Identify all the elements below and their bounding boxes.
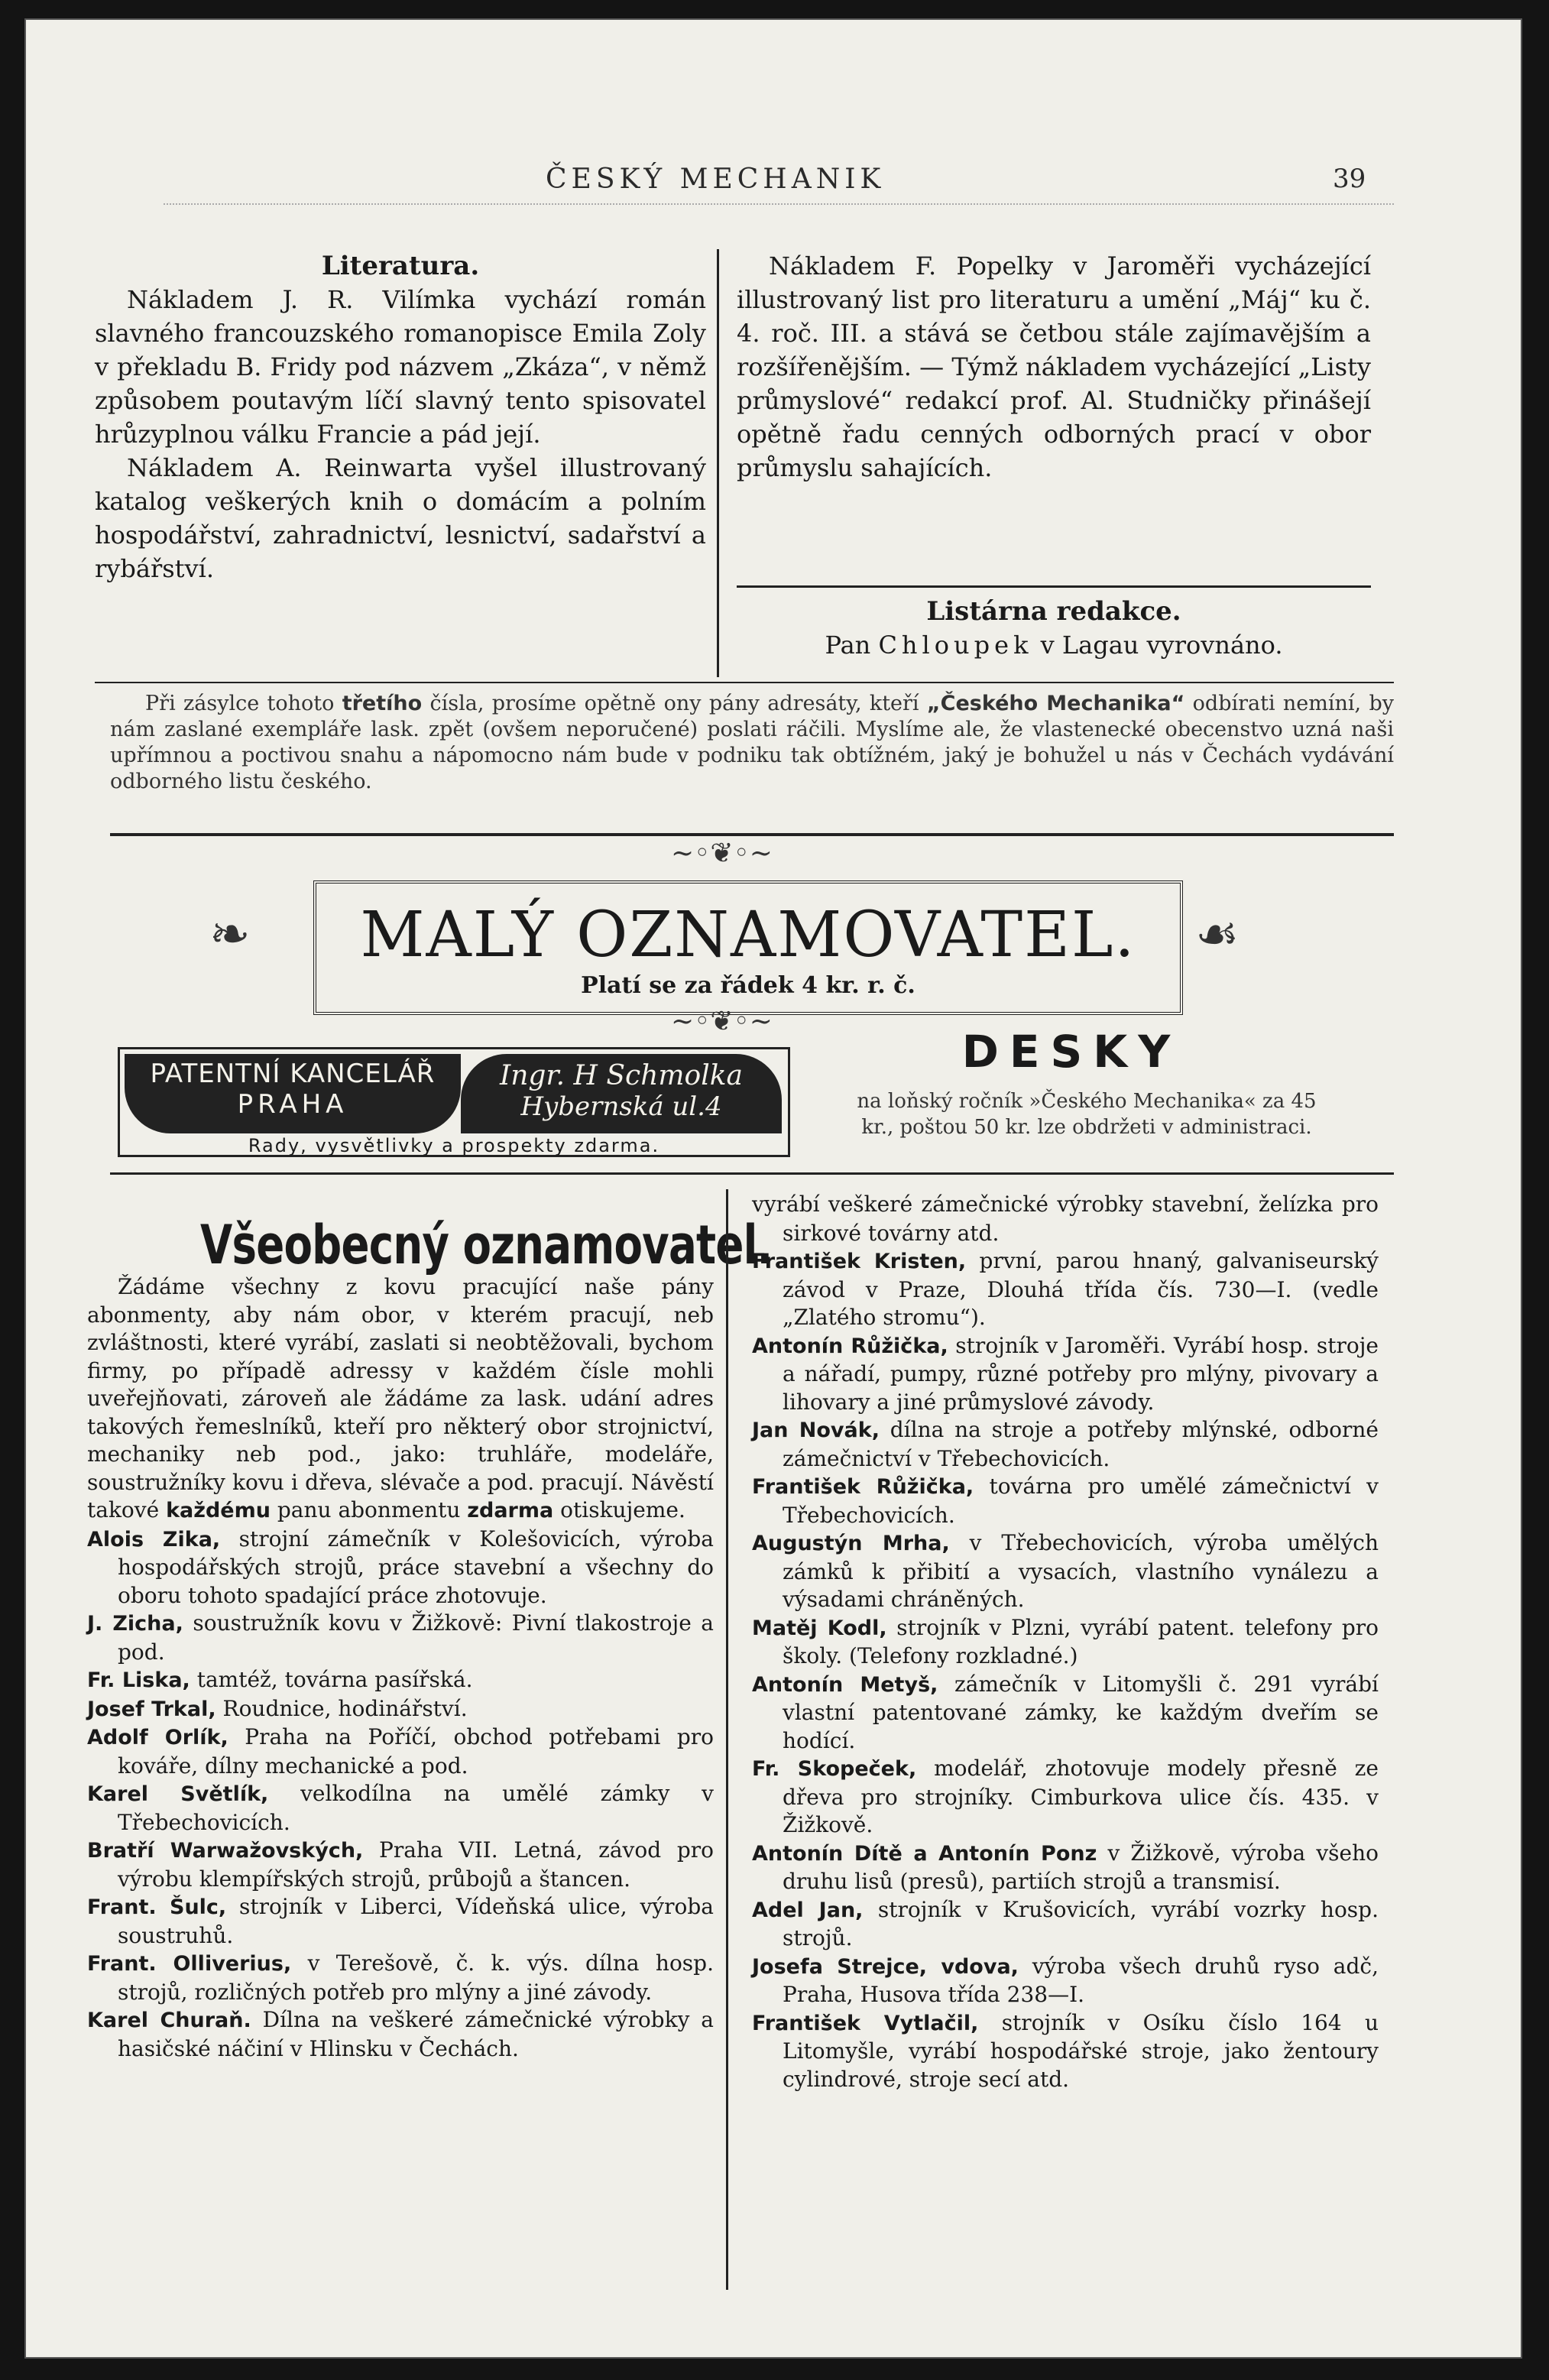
listings-left [87, 1526, 714, 2064]
listing-text: Praha VII. Letná, závod pro výrobu klempířských strojů, průbojů a štancen. [118, 1837, 714, 1892]
listing-text: modelář, zhotovuje modely přesně ze dřeva pro strojníky. Cimburkova ulice čís. 435. v Žižkově. [783, 1756, 1379, 1837]
listing-text: továrna pro umělé zámečnictví v Třebechovicích. [783, 1474, 1379, 1528]
subscriber-notice: Při zásylce tohoto třetího čísla, prosíme opětně ony pány adresáty, kteří „Českého Mechanika“ odbírati nemíní, by nám zaslané exempláře lask. zpět (ovšem neporučené) poslati ráčili. Myslíme ale, že vlastenecké obecenstvo uzná naši upřímnou a poctivou snahu a nápomocno nám bude v podniku tak obtížném, jaký je bohužel u nás v Čechách vydávání odborného listu českého. [110, 692, 1394, 793]
listing-text: strojník v Krušovicích, vyrábí vozrky hosp. strojů. [783, 1896, 1379, 1950]
listing-name: Adel Jan, [752, 1898, 864, 1922]
listing-text: v Třebechovicích, výroba umělých zámků k přibití a vysacích, vlastního vynálezu a výsadami chráněných. [783, 1530, 1379, 1612]
listing-name: František Kristen, [752, 1250, 967, 1273]
listarna-text: Pan Chloupek v Lagau vyrovnáno. [825, 631, 1283, 660]
section-rule [95, 682, 1394, 683]
listing-text: zámečník v Litomyšli č. 291 vyrábí vlastní patentované zámky, ke každým dveřím se hodící. [783, 1671, 1379, 1753]
vseobecny-oznamovatel-title: Všeobecný oznamovatel. [200, 1214, 773, 1276]
listing-name: Fr. Skopeček, [752, 1757, 917, 1781]
listing-text: vyrábí veškeré zámečnické výrobky stavební, želízka pro sirkové továrny atd. [752, 1192, 1379, 1246]
listing-name: Frant. Šulc, [87, 1895, 227, 1919]
literatura-heading: Literatura. [321, 251, 480, 281]
patent-office-label: PATENTNÍ KANCELÁŘ PRAHA [125, 1054, 461, 1133]
listing-name: Alois Zika, [87, 1527, 221, 1552]
listing-text: strojník v Osíku číslo 164 u Litomyšle, vyrábí hospodářské stroje, jako žentoury cylindrové, stroje secí atd. [783, 2009, 1379, 2092]
listing-entry [752, 1671, 1379, 1756]
listing-name: František Růžička, [752, 1475, 974, 1499]
listing-text: výroba všech druhů ryso adč, Praha, Husova třída 238—I. [783, 1953, 1379, 2007]
listing-entry [752, 1416, 1379, 1473]
listing-text: strojník v Plzni, vyrábí patent. telefony pro školy. (Telefony rozkladné.) [783, 1614, 1379, 1668]
header-rule [164, 203, 1394, 205]
desky-title: DESKY [961, 1026, 1181, 1078]
listing-name: Karel Světlík, [87, 1782, 269, 1806]
listing-name: František Vytlačil, [752, 2011, 979, 2035]
listarna-section [737, 595, 1371, 662]
section-rule [737, 585, 1371, 588]
literatura-paragraph: Nákladem F. Popelky v Jaroměři vycházející illustrovaný list pro literaturu a umění „Máj“ ku č. 4. roč. III. a stává se četbou stále zajímavějším a rozšířenějším. — Týmž nákladem vycházející „Listy průmyslové“ redakcí prof. Al. Studničky přinášejí opětně řadu cenných odborných prací v obor průmyslu sahajících. [737, 251, 1371, 482]
listing-text: tamtéž, továrna pasířská. [190, 1667, 473, 1692]
listing-text: první, parou hnaný, galvaniseurský závod v Praze, Dlouhá třída čís. 730—I. (vedle „Zlatého stromu“). [783, 1248, 1379, 1330]
listing-entry [87, 1893, 714, 1950]
listing-entry [87, 1695, 714, 1724]
listarna-heading: Listárna redakce. [926, 596, 1181, 627]
literatura-paragraph: Nákladem A. Reinwarta vyšel illustrovaný katalog veškerých knih o domácím a polním hospodářství, zahradnictví, lesnictví, sadařství a rybářství. [95, 453, 706, 583]
column-divider [717, 249, 719, 677]
section-rule [110, 833, 1394, 836]
listing-entry [87, 2006, 714, 2063]
ornament-top: ~◦❦◦~ [671, 838, 773, 869]
listing-entry [752, 1755, 1379, 1840]
listing-entry [87, 1723, 714, 1780]
listing-name: Matěj Kodl, [752, 1616, 887, 1640]
listing-name: Antonín Dítě a Antonín Ponz [752, 1841, 1097, 1866]
listings-left-column [87, 1273, 714, 2063]
listing-name: Josefa Strejce, vdova, [752, 1954, 1019, 1979]
literatura-section [95, 249, 706, 585]
flourish-right-icon: ☙ [1195, 906, 1240, 963]
patent-ad-footer: Rady, vysvětlivky a prospekty zdarma. [248, 1135, 660, 1156]
listing-name: Fr. Liska, [87, 1668, 190, 1692]
listing-name: Karel Churaň. [87, 2009, 251, 2032]
page-number: 39 [1333, 164, 1366, 194]
patent-agent-label: Ingr. H Schmolka Hybernská ul.4 [461, 1054, 782, 1133]
listing-entry [752, 1332, 1379, 1417]
listing-text: soustružník kovu v Žižkově: Pivní tlakostroje a pod. [118, 1610, 714, 1665]
literatura-right-column [737, 249, 1371, 485]
listing-name: Adolf Orlík, [87, 1726, 228, 1749]
listing-text: Roudnice, hodinářství. [215, 1695, 468, 1721]
listing-text: strojník v Jaroměři. Vyrábí hosp. stroje a nářadí, pumpy, různé potřeby pro mlýny, pivovary a lihovary a jiné průmyslové závody. [783, 1332, 1379, 1415]
listing-entry [752, 1614, 1379, 1671]
running-header-title: ČESKÝ MECHANIK [546, 164, 886, 195]
listing-name: Frant. Olliverius, [87, 1952, 292, 1976]
listing-name: Jan Novák, [752, 1419, 880, 1442]
listing-entry [752, 1247, 1379, 1332]
listing-name: Antonín Růžička, [752, 1334, 948, 1358]
listing-entry [87, 1666, 714, 1695]
section-rule [110, 1172, 1394, 1175]
listing-entry [87, 1610, 714, 1666]
listing-name: Josef Trkal, [87, 1697, 216, 1721]
listings-right [752, 1191, 1379, 2093]
listings-right-column [752, 1191, 1379, 2093]
maly-oznamovatel-subtitle: Platí se za řádek 4 kr. r. č. [581, 972, 915, 999]
listing-text: dílna na stroje a potřeby mlýnské, odborné zámečnictví v Třebechovicích. [783, 1417, 1379, 1471]
listing-entry [87, 1950, 714, 2006]
listarna-name: Chloupek [878, 631, 1033, 660]
column-divider [726, 1189, 728, 2290]
ornament-bottom: ~◦❦◦~ [671, 1006, 773, 1037]
listing-entry [752, 1529, 1379, 1614]
listing-entry [752, 1840, 1379, 1896]
listing-name: Augustýn Mrha, [752, 1532, 950, 1555]
literatura-paragraph: Nákladem J. R. Vilímka vychází román slavného francouzského romanopisce Emila Zoly v překladu B. Fridy pod názvem „Zkáza“, v němž způsobem poutavým líčí slavný tento spisovatel hrůzyplnou válku Francie a pád její. [95, 285, 706, 449]
listing-text: strojní zámečník v Kolešovicích, výroba hospodářských strojů, práce stavební a všechny do oboru tohoto spadající práce zhotovuje. [118, 1526, 714, 1608]
listing-entry [752, 1896, 1379, 1953]
listing-text: velkodílna na umělé zámky v Třebechovicích. [118, 1781, 714, 1835]
listing-name: Antonín Metyš, [752, 1672, 938, 1697]
patent-office-ad [118, 1047, 790, 1157]
newspaper-page [24, 18, 1522, 2359]
listing-text: v Terešově, č. k. výs. dílna hosp. strojů, rozličných potřeb pro mlýny a jiné závody. [118, 1950, 714, 2005]
desky-text: na loňský ročník »Českého Mechanika« za 45 kr., poštou 50 kr. lze obdržeti v administraci. [857, 1090, 1317, 1139]
listing-entry [752, 1953, 1379, 2009]
listing-text: Dílna na veškeré zámečnické výrobky a hasičské náčiní v Hlinsku v Čechách. [118, 2007, 715, 2061]
listing-text: v Žižkově, výroba všeho druhu lisů (presů), partiích strojů a transmisí. [783, 1840, 1379, 1894]
maly-oznamovatel-banner [313, 880, 1183, 1015]
listing-text: strojník v Liberci, Vídeňská ulice, výroba soustruhů. [118, 1894, 714, 1948]
maly-oznamovatel-title: MALÝ OZNAMOVATEL. [360, 899, 1136, 971]
listing-entry [752, 1191, 1379, 1247]
vseobecny-intro: Žádáme všechny z kovu pracující naše pány abonmenty, aby nám obor, v kterém pracují, neb zvláštnosti, které vyrábí, zaslati si neobtěžovali, bychom firmy, po případě adressy v každém čísle mohli uveřejňovati, zároveň ale žádáme za lask. udání adres takových řemeslníků, kteří pro některý obor strojnictví, mechaniky neb pod., jako: truhláře, modeláře, soustružníky kovu i dřeva, slévače a pod. pracují. Návěstí takové každému panu abonmentu zdarma otiskujeme. [87, 1274, 714, 1522]
listing-entry [752, 1473, 1379, 1529]
listing-entry [87, 1780, 714, 1837]
listing-name: J. Zicha, [87, 1612, 183, 1636]
listing-entry [87, 1526, 714, 1610]
listing-name: Bratří Warwažovských, [87, 1839, 364, 1863]
listing-entry [87, 1837, 714, 1893]
listing-entry [752, 2009, 1379, 2094]
flourish-left-icon: ❧ [209, 906, 251, 963]
listing-text: Praha na Poříčí, obchod potřebami pro kováře, dílny mechanické a pod. [118, 1724, 714, 1779]
